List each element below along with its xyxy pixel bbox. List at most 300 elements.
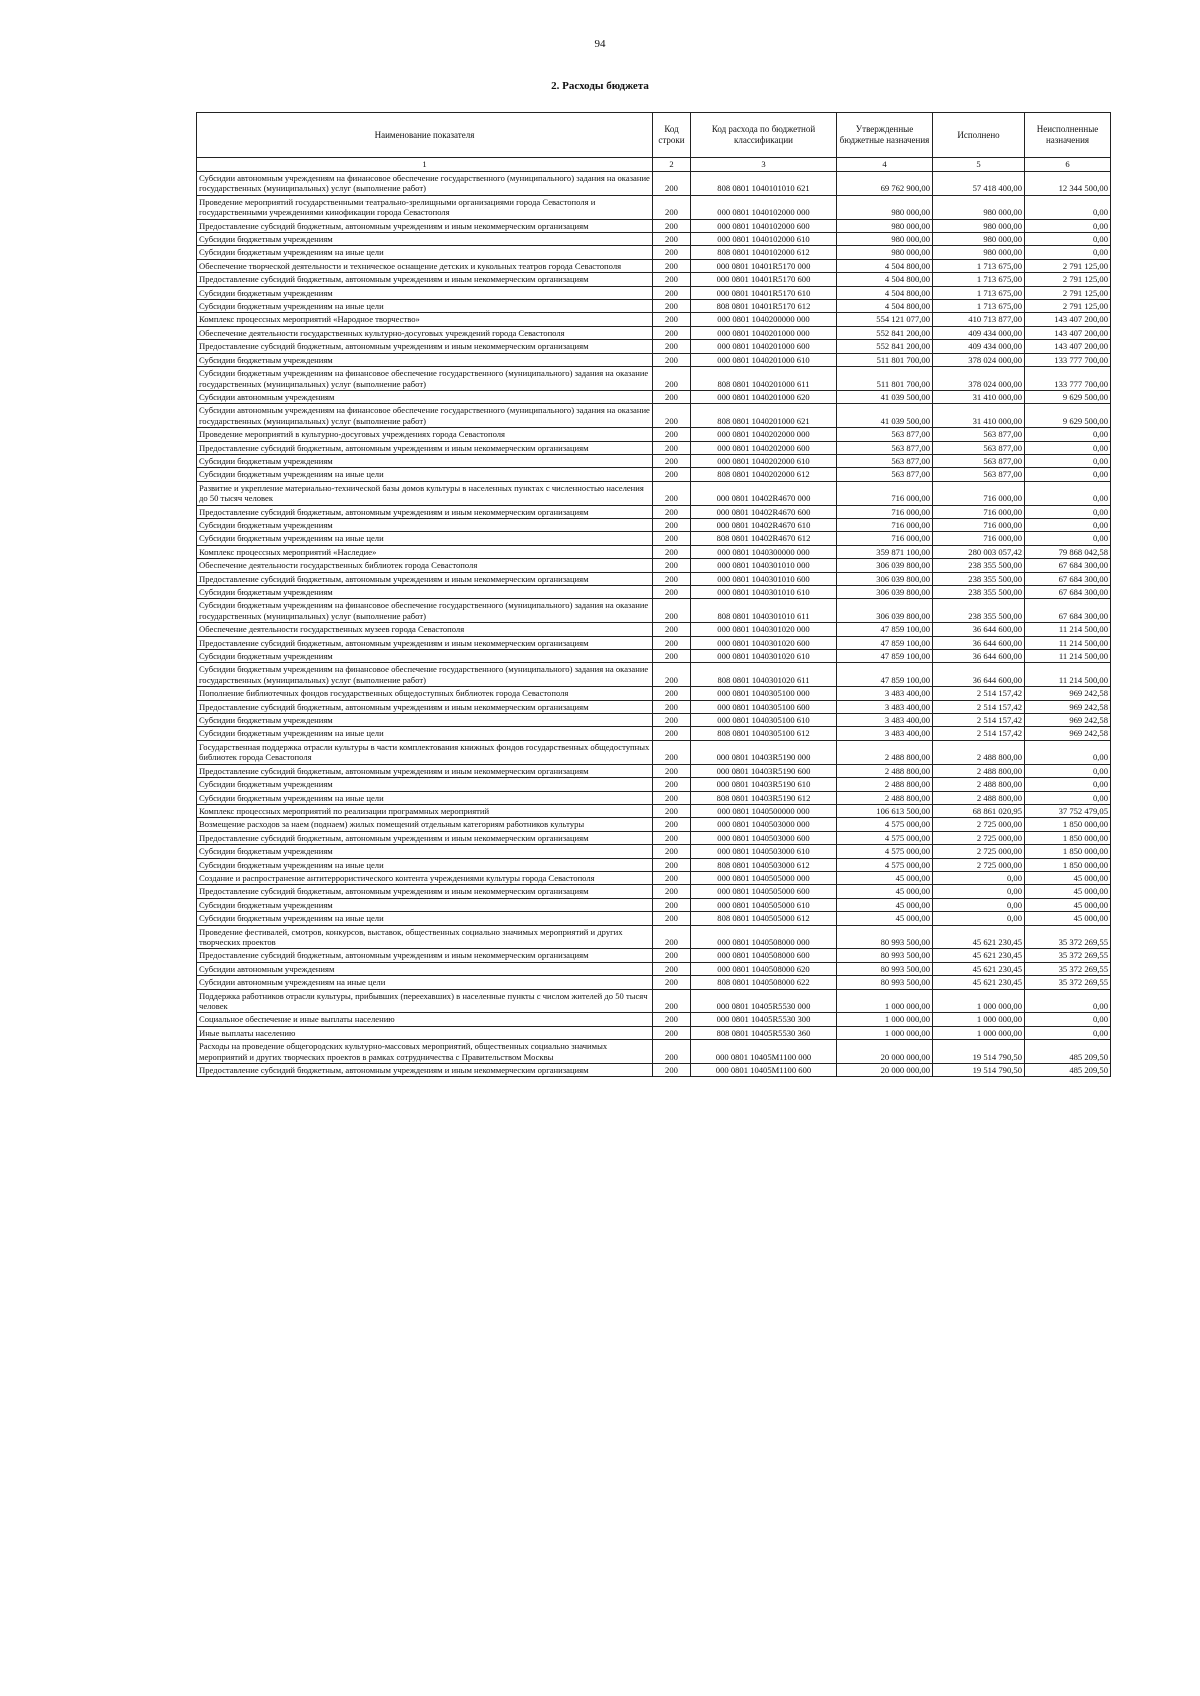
- row-unexecuted: 1 850 000,00: [1025, 818, 1111, 831]
- row-name: Предоставление субсидий бюджетным, автономным учреждениям и иным некоммерческим организациям: [197, 700, 653, 713]
- row-name: Возмещение расходов за наем (поднаем) жилых помещений отдельным категориям работников культуры: [197, 818, 653, 831]
- row-name: Субсидии автономным учреждениям: [197, 962, 653, 975]
- row-classification-code: 000 0801 10402R4670 600: [691, 505, 837, 518]
- row-classification-code: 000 0801 1040201000 610: [691, 353, 837, 366]
- row-executed: 1 713 675,00: [933, 286, 1025, 299]
- row-executed: 563 877,00: [933, 468, 1025, 481]
- row-line-code: 200: [653, 714, 691, 727]
- row-unexecuted: 0,00: [1025, 518, 1111, 531]
- row-classification-code: 000 0801 10401R5170 600: [691, 273, 837, 286]
- row-classification-code: 808 0801 1040301020 611: [691, 663, 837, 687]
- table-row: [197, 233, 1111, 246]
- table-row: [197, 505, 1111, 518]
- table-row: [197, 1040, 1111, 1064]
- row-unexecuted: 485 209,50: [1025, 1040, 1111, 1064]
- row-line-code: 200: [653, 949, 691, 962]
- table-row: [197, 219, 1111, 232]
- row-name: Субсидии бюджетным учреждениям: [197, 454, 653, 467]
- row-classification-code: 808 0801 10405R5530 360: [691, 1026, 837, 1039]
- row-line-code: 200: [653, 441, 691, 454]
- row-approved: 47 859 100,00: [837, 623, 933, 636]
- table-row: [197, 650, 1111, 663]
- row-approved: 563 877,00: [837, 441, 933, 454]
- row-name: Предоставление субсидий бюджетным, автономным учреждениям и иным некоммерческим организациям: [197, 885, 653, 898]
- row-classification-code: 808 0801 10401R5170 612: [691, 300, 837, 313]
- row-approved: 511 801 700,00: [837, 367, 933, 391]
- row-unexecuted: 11 214 500,00: [1025, 663, 1111, 687]
- row-executed: 2 488 800,00: [933, 778, 1025, 791]
- row-executed: 238 355 500,00: [933, 586, 1025, 599]
- row-line-code: 200: [653, 313, 691, 326]
- table-row: [197, 441, 1111, 454]
- header-classification-code: Код расхода по бюджетной классификации: [691, 113, 837, 158]
- row-unexecuted: 0,00: [1025, 791, 1111, 804]
- row-unexecuted: 2 791 125,00: [1025, 300, 1111, 313]
- row-name: Поддержка работников отрасли культуры, прибывших (переехавших) в населенные пункты с числом жителей до 50 тысяч человек: [197, 989, 653, 1013]
- table-row: [197, 636, 1111, 649]
- row-executed: 45 621 230,45: [933, 949, 1025, 962]
- row-line-code: 200: [653, 545, 691, 558]
- row-executed: 45 621 230,45: [933, 925, 1025, 949]
- header-executed: Исполнено: [933, 113, 1025, 158]
- row-name: Проведение фестивалей, смотров, конкурсов, выставок, общественных социально значимых мероприятий и других творческих проектов: [197, 925, 653, 949]
- row-unexecuted: 0,00: [1025, 1026, 1111, 1039]
- row-approved: 2 488 800,00: [837, 764, 933, 777]
- row-name: Обеспечение деятельности государственных библиотек города Севастополя: [197, 559, 653, 572]
- row-line-code: 200: [653, 428, 691, 441]
- table-row: [197, 273, 1111, 286]
- row-classification-code: 808 0801 1040102000 612: [691, 246, 837, 259]
- row-approved: 306 039 800,00: [837, 586, 933, 599]
- row-unexecuted: 45 000,00: [1025, 898, 1111, 911]
- row-classification-code: 000 0801 1040508000 000: [691, 925, 837, 949]
- row-approved: 563 877,00: [837, 454, 933, 467]
- row-executed: 31 410 000,00: [933, 404, 1025, 428]
- row-name: Комплекс процессных мероприятий по реализации программных мероприятий: [197, 804, 653, 817]
- table-header-row: [197, 113, 1111, 158]
- table-row: [197, 468, 1111, 481]
- table-row: [197, 572, 1111, 585]
- row-unexecuted: 0,00: [1025, 246, 1111, 259]
- row-approved: 45 000,00: [837, 885, 933, 898]
- row-line-code: 200: [653, 687, 691, 700]
- row-classification-code: 000 0801 10405М1100 000: [691, 1040, 837, 1064]
- table-row: [197, 1026, 1111, 1039]
- row-line-code: 200: [653, 636, 691, 649]
- row-approved: 306 039 800,00: [837, 599, 933, 623]
- row-name: Субсидии бюджетным учреждениям: [197, 233, 653, 246]
- row-name: Субсидии автономным учреждениям на финансовое обеспечение государственного (муниципального) задания на оказание государственных (муниципальных) услуг (выполнение работ): [197, 404, 653, 428]
- row-classification-code: 000 0801 1040305100 600: [691, 700, 837, 713]
- row-executed: 2 725 000,00: [933, 831, 1025, 844]
- row-line-code: 200: [653, 804, 691, 817]
- page-number: 94: [594, 38, 606, 50]
- row-unexecuted: 11 214 500,00: [1025, 650, 1111, 663]
- row-approved: 45 000,00: [837, 871, 933, 884]
- row-line-code: 200: [653, 885, 691, 898]
- row-executed: 716 000,00: [933, 518, 1025, 531]
- row-classification-code: 000 0801 1040202000 000: [691, 428, 837, 441]
- row-line-code: 200: [653, 1013, 691, 1026]
- row-approved: 563 877,00: [837, 428, 933, 441]
- table-row: [197, 340, 1111, 353]
- row-classification-code: 808 0801 1040503000 612: [691, 858, 837, 871]
- row-executed: 2 725 000,00: [933, 845, 1025, 858]
- row-line-code: 200: [653, 390, 691, 403]
- row-name: Субсидии автономным учреждениям на иные цели: [197, 976, 653, 989]
- row-approved: 306 039 800,00: [837, 559, 933, 572]
- row-classification-code: 000 0801 1040301020 600: [691, 636, 837, 649]
- row-line-code: 200: [653, 831, 691, 844]
- row-name: Предоставление субсидий бюджетным, автономным учреждениям и иным некоммерческим организациям: [197, 1064, 653, 1077]
- row-executed: 563 877,00: [933, 428, 1025, 441]
- row-classification-code: 000 0801 10403R5190 000: [691, 740, 837, 764]
- row-executed: 45 621 230,45: [933, 976, 1025, 989]
- row-approved: 47 859 100,00: [837, 650, 933, 663]
- row-executed: 0,00: [933, 871, 1025, 884]
- row-unexecuted: 0,00: [1025, 532, 1111, 545]
- row-approved: 1 000 000,00: [837, 989, 933, 1013]
- row-unexecuted: 0,00: [1025, 740, 1111, 764]
- row-line-code: 200: [653, 764, 691, 777]
- row-approved: 511 801 700,00: [837, 353, 933, 366]
- row-unexecuted: 2 791 125,00: [1025, 259, 1111, 272]
- row-approved: 716 000,00: [837, 532, 933, 545]
- row-name: Субсидии бюджетным учреждениям на иные цели: [197, 727, 653, 740]
- row-approved: 552 841 200,00: [837, 340, 933, 353]
- table-row: [197, 663, 1111, 687]
- row-name: Субсидии бюджетным учреждениям на иные цели: [197, 858, 653, 871]
- row-unexecuted: 67 684 300,00: [1025, 599, 1111, 623]
- row-executed: 410 713 877,00: [933, 313, 1025, 326]
- row-approved: 4 504 800,00: [837, 286, 933, 299]
- row-name: Проведение мероприятий государственными театрально-зрелищными организациями города Севастополя и государственными учреждениями кинофикации города Севастополя: [197, 195, 653, 219]
- row-line-code: 200: [653, 233, 691, 246]
- table-row: [197, 532, 1111, 545]
- header-approved: Утвержденные бюджетные назначения: [837, 113, 933, 158]
- row-line-code: 200: [653, 1026, 691, 1039]
- row-approved: 2 488 800,00: [837, 778, 933, 791]
- row-name: Предоставление субсидий бюджетным, автономным учреждениям и иным некоммерческим организациям: [197, 949, 653, 962]
- row-line-code: 200: [653, 300, 691, 313]
- row-name: Субсидии бюджетным учреждениям: [197, 845, 653, 858]
- row-unexecuted: 0,00: [1025, 454, 1111, 467]
- table-row: [197, 989, 1111, 1013]
- row-executed: 238 355 500,00: [933, 599, 1025, 623]
- row-approved: 980 000,00: [837, 195, 933, 219]
- row-line-code: 200: [653, 858, 691, 871]
- row-classification-code: 000 0801 1040202000 610: [691, 454, 837, 467]
- row-name: Субсидии бюджетным учреждениям на иные цели: [197, 300, 653, 313]
- row-approved: 20 000 000,00: [837, 1040, 933, 1064]
- row-executed: 45 621 230,45: [933, 962, 1025, 975]
- row-executed: 2 488 800,00: [933, 764, 1025, 777]
- table-row: [197, 1013, 1111, 1026]
- row-executed: 1 000 000,00: [933, 1013, 1025, 1026]
- row-line-code: 200: [653, 195, 691, 219]
- row-classification-code: 808 0801 1040202000 612: [691, 468, 837, 481]
- row-unexecuted: 0,00: [1025, 195, 1111, 219]
- column-number: 5: [933, 158, 1025, 172]
- column-number: 4: [837, 158, 933, 172]
- row-unexecuted: 1 850 000,00: [1025, 831, 1111, 844]
- row-unexecuted: 11 214 500,00: [1025, 636, 1111, 649]
- table-row: [197, 898, 1111, 911]
- row-unexecuted: 35 372 269,55: [1025, 962, 1111, 975]
- row-classification-code: 000 0801 1040300000 000: [691, 545, 837, 558]
- row-unexecuted: 2 791 125,00: [1025, 273, 1111, 286]
- row-executed: 0,00: [933, 912, 1025, 925]
- table-row: [197, 778, 1111, 791]
- row-executed: 1 713 675,00: [933, 259, 1025, 272]
- row-classification-code: 000 0801 1040301010 600: [691, 572, 837, 585]
- row-unexecuted: 969 242,58: [1025, 714, 1111, 727]
- table-row: [197, 353, 1111, 366]
- row-unexecuted: 45 000,00: [1025, 912, 1111, 925]
- column-number: 2: [653, 158, 691, 172]
- row-approved: 563 877,00: [837, 468, 933, 481]
- row-executed: 68 861 020,95: [933, 804, 1025, 817]
- row-approved: 359 871 100,00: [837, 545, 933, 558]
- row-classification-code: 000 0801 1040201000 000: [691, 326, 837, 339]
- column-number: 6: [1025, 158, 1111, 172]
- row-unexecuted: 133 777 700,00: [1025, 353, 1111, 366]
- row-line-code: 200: [653, 572, 691, 585]
- row-unexecuted: 969 242,58: [1025, 727, 1111, 740]
- row-unexecuted: 2 791 125,00: [1025, 286, 1111, 299]
- row-line-code: 200: [653, 326, 691, 339]
- row-classification-code: 000 0801 10403R5190 610: [691, 778, 837, 791]
- row-line-code: 200: [653, 623, 691, 636]
- row-line-code: 200: [653, 586, 691, 599]
- row-approved: 3 483 400,00: [837, 727, 933, 740]
- row-unexecuted: 67 684 300,00: [1025, 586, 1111, 599]
- table-row: [197, 172, 1111, 196]
- table-row: [197, 518, 1111, 531]
- row-name: Субсидии бюджетным учреждениям на иные цели: [197, 791, 653, 804]
- row-classification-code: 808 0801 1040201000 621: [691, 404, 837, 428]
- row-classification-code: 808 0801 1040101010 621: [691, 172, 837, 196]
- row-classification-code: 000 0801 10401R5170 000: [691, 259, 837, 272]
- row-name: Предоставление субсидий бюджетным, автономным учреждениям и иным некоммерческим организациям: [197, 831, 653, 844]
- row-executed: 0,00: [933, 885, 1025, 898]
- row-line-code: 200: [653, 532, 691, 545]
- row-name: Предоставление субсидий бюджетным, автономным учреждениям и иным некоммерческим организациям: [197, 572, 653, 585]
- row-unexecuted: 0,00: [1025, 481, 1111, 505]
- row-line-code: 200: [653, 663, 691, 687]
- row-classification-code: 000 0801 1040102000 000: [691, 195, 837, 219]
- row-unexecuted: 35 372 269,55: [1025, 976, 1111, 989]
- row-unexecuted: 143 407 200,00: [1025, 340, 1111, 353]
- row-name: Субсидии бюджетным учреждениям на иные цели: [197, 532, 653, 545]
- row-unexecuted: 67 684 300,00: [1025, 559, 1111, 572]
- row-line-code: 200: [653, 259, 691, 272]
- row-line-code: 200: [653, 778, 691, 791]
- row-name: Предоставление субсидий бюджетным, автономным учреждениям и иным некоммерческим организациям: [197, 273, 653, 286]
- row-approved: 3 483 400,00: [837, 687, 933, 700]
- row-classification-code: 000 0801 1040301010 000: [691, 559, 837, 572]
- row-name: Расходы на проведение общегородских культурно-массовых мероприятий, общественных социально значимых мероприятий и других творческих проектов в рамках сотрудничества с Правительством Москвы: [197, 1040, 653, 1064]
- header-indicator-name: Наименование показателя: [197, 113, 653, 158]
- row-approved: 716 000,00: [837, 481, 933, 505]
- table-row: [197, 764, 1111, 777]
- row-executed: 0,00: [933, 898, 1025, 911]
- row-unexecuted: 969 242,58: [1025, 700, 1111, 713]
- table-row: [197, 481, 1111, 505]
- row-executed: 563 877,00: [933, 441, 1025, 454]
- row-name: Субсидии бюджетным учреждениям на иные цели: [197, 468, 653, 481]
- row-line-code: 200: [653, 404, 691, 428]
- row-unexecuted: 45 000,00: [1025, 885, 1111, 898]
- row-executed: 1 000 000,00: [933, 1026, 1025, 1039]
- table-row: [197, 300, 1111, 313]
- row-name: Создание и распространение антитеррористического контента учреждениями культуры города Севастополя: [197, 871, 653, 884]
- page-title: 2. Расходы бюджета: [551, 80, 649, 92]
- row-executed: 716 000,00: [933, 481, 1025, 505]
- row-executed: 2 488 800,00: [933, 740, 1025, 764]
- row-name: Субсидии бюджетным учреждениям: [197, 353, 653, 366]
- row-line-code: 200: [653, 1040, 691, 1064]
- table-row: [197, 949, 1111, 962]
- row-classification-code: 000 0801 10401R5170 610: [691, 286, 837, 299]
- row-executed: 1 713 675,00: [933, 300, 1025, 313]
- row-approved: 980 000,00: [837, 246, 933, 259]
- row-classification-code: 000 0801 1040505000 000: [691, 871, 837, 884]
- row-unexecuted: 0,00: [1025, 428, 1111, 441]
- row-line-code: 200: [653, 559, 691, 572]
- row-classification-code: 000 0801 1040505000 610: [691, 898, 837, 911]
- row-approved: 80 993 500,00: [837, 925, 933, 949]
- row-executed: 36 644 600,00: [933, 663, 1025, 687]
- row-unexecuted: 0,00: [1025, 778, 1111, 791]
- row-unexecuted: 1 850 000,00: [1025, 845, 1111, 858]
- row-classification-code: 000 0801 10403R5190 600: [691, 764, 837, 777]
- row-unexecuted: 79 868 042,58: [1025, 545, 1111, 558]
- table-row: [197, 976, 1111, 989]
- row-name: Предоставление субсидий бюджетным, автономным учреждениям и иным некоммерческим организациям: [197, 340, 653, 353]
- row-name: Обеспечение творческой деятельности и техническое оснащение детских и кукольных театров города Севастополя: [197, 259, 653, 272]
- row-classification-code: 000 0801 10405М1100 600: [691, 1064, 837, 1077]
- row-line-code: 200: [653, 976, 691, 989]
- row-classification-code: 000 0801 1040200000 000: [691, 313, 837, 326]
- row-name: Субсидии бюджетным учреждениям: [197, 650, 653, 663]
- row-unexecuted: 133 777 700,00: [1025, 367, 1111, 391]
- row-line-code: 200: [653, 246, 691, 259]
- row-name: Субсидии бюджетным учреждениям: [197, 898, 653, 911]
- row-classification-code: 000 0801 1040201000 600: [691, 340, 837, 353]
- row-name: Субсидии бюджетным учреждениям на финансовое обеспечение государственного (муниципального) задания на оказание государственных (муниципальных) услуг (выполнение работ): [197, 663, 653, 687]
- row-executed: 980 000,00: [933, 233, 1025, 246]
- row-classification-code: 000 0801 10402R4670 610: [691, 518, 837, 531]
- table-row: [197, 1064, 1111, 1077]
- row-approved: 45 000,00: [837, 912, 933, 925]
- row-classification-code: 000 0801 1040102000 610: [691, 233, 837, 246]
- row-name: Иные выплаты населению: [197, 1026, 653, 1039]
- row-classification-code: 000 0801 1040301020 610: [691, 650, 837, 663]
- row-name: Субсидии бюджетным учреждениям на финансовое обеспечение государственного (муниципального) задания на оказание государственных (муниципальных) услуг (выполнение работ): [197, 599, 653, 623]
- row-name: Субсидии бюджетным учреждениям: [197, 586, 653, 599]
- row-name: Субсидии бюджетным учреждениям: [197, 778, 653, 791]
- row-classification-code: 000 0801 1040500000 000: [691, 804, 837, 817]
- row-classification-code: 000 0801 1040301020 000: [691, 623, 837, 636]
- row-approved: 4 504 800,00: [837, 273, 933, 286]
- row-line-code: 200: [653, 505, 691, 518]
- row-approved: 80 993 500,00: [837, 976, 933, 989]
- row-name: Обеспечение деятельности государственных музеев города Севастополя: [197, 623, 653, 636]
- header-line-code: Код строки: [653, 113, 691, 158]
- column-number: 1: [197, 158, 653, 172]
- row-unexecuted: 143 407 200,00: [1025, 313, 1111, 326]
- row-line-code: 200: [653, 340, 691, 353]
- table-row: [197, 925, 1111, 949]
- row-line-code: 200: [653, 740, 691, 764]
- row-approved: 106 613 500,00: [837, 804, 933, 817]
- row-line-code: 200: [653, 650, 691, 663]
- row-approved: 716 000,00: [837, 505, 933, 518]
- row-unexecuted: 12 344 500,00: [1025, 172, 1111, 196]
- row-name: Субсидии бюджетным учреждениям: [197, 714, 653, 727]
- table-row: [197, 818, 1111, 831]
- row-approved: 80 993 500,00: [837, 949, 933, 962]
- row-classification-code: 000 0801 1040201000 620: [691, 390, 837, 403]
- row-classification-code: 000 0801 1040505000 600: [691, 885, 837, 898]
- row-executed: 2 514 157,42: [933, 714, 1025, 727]
- row-executed: 980 000,00: [933, 219, 1025, 232]
- table-body: [197, 172, 1111, 1077]
- row-line-code: 200: [653, 599, 691, 623]
- table-row: [197, 367, 1111, 391]
- row-executed: 563 877,00: [933, 454, 1025, 467]
- row-unexecuted: 67 684 300,00: [1025, 572, 1111, 585]
- row-classification-code: 000 0801 1040305100 000: [691, 687, 837, 700]
- column-number: 3: [691, 158, 837, 172]
- table-row: [197, 831, 1111, 844]
- row-name: Комплекс процессных мероприятий «Наследие»: [197, 545, 653, 558]
- row-name: Предоставление субсидий бюджетным, автономным учреждениям и иным некоммерческим организациям: [197, 219, 653, 232]
- table-row: [197, 545, 1111, 558]
- expenses-table: [196, 112, 1111, 1077]
- header-unexecuted: Неисполненные назначения: [1025, 113, 1111, 158]
- table-row: [197, 195, 1111, 219]
- row-executed: 1 000 000,00: [933, 989, 1025, 1013]
- row-name: Субсидии бюджетным учреждениям: [197, 518, 653, 531]
- row-unexecuted: 0,00: [1025, 441, 1111, 454]
- row-unexecuted: 0,00: [1025, 989, 1111, 1013]
- table-row: [197, 286, 1111, 299]
- table-row: [197, 804, 1111, 817]
- row-line-code: 200: [653, 273, 691, 286]
- row-unexecuted: 45 000,00: [1025, 871, 1111, 884]
- row-approved: 980 000,00: [837, 219, 933, 232]
- row-executed: 980 000,00: [933, 246, 1025, 259]
- row-executed: 238 355 500,00: [933, 559, 1025, 572]
- row-line-code: 200: [653, 700, 691, 713]
- row-approved: 554 121 077,00: [837, 313, 933, 326]
- row-line-code: 200: [653, 845, 691, 858]
- table-row: [197, 390, 1111, 403]
- row-approved: 47 859 100,00: [837, 663, 933, 687]
- row-executed: 238 355 500,00: [933, 572, 1025, 585]
- row-line-code: 200: [653, 925, 691, 949]
- row-executed: 57 418 400,00: [933, 172, 1025, 196]
- row-line-code: 200: [653, 727, 691, 740]
- row-executed: 378 024 000,00: [933, 353, 1025, 366]
- row-classification-code: 000 0801 10402R4670 000: [691, 481, 837, 505]
- row-unexecuted: 0,00: [1025, 233, 1111, 246]
- row-classification-code: 000 0801 1040102000 600: [691, 219, 837, 232]
- table-row: [197, 559, 1111, 572]
- row-name: Развитие и укрепление материально-технической базы домов культуры в населенных пунктах с численностью населения до 50 тысяч человек: [197, 481, 653, 505]
